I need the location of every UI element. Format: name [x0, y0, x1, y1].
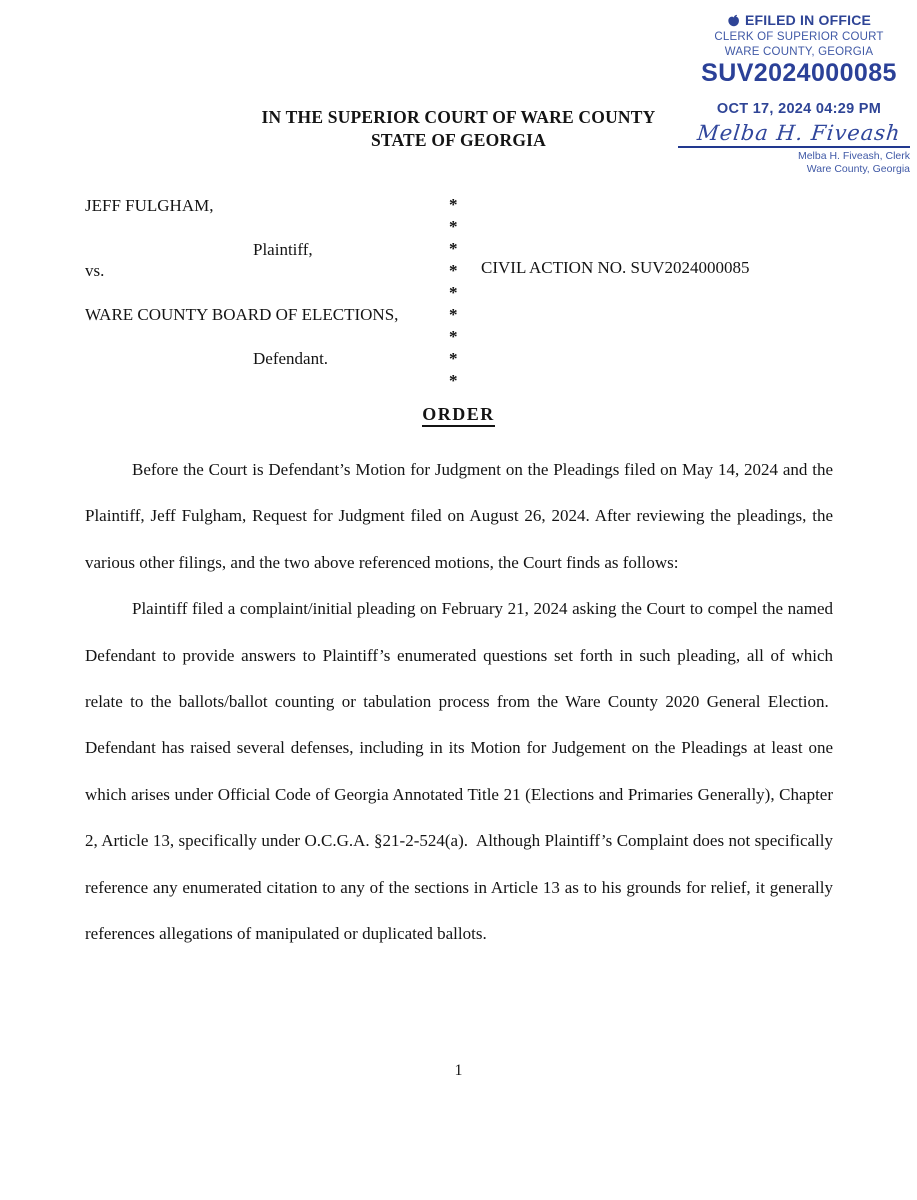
asterisk: * [449, 327, 458, 346]
plaintiff-role: Plaintiff, [253, 240, 313, 259]
order-paragraph: Plaintiff filed a complaint/initial pleading on February 21, 2024 asking the Court to compel the named Defendant to provide answers to Plaintiff’s enumerated questions set forth in such pleading, all of which relate to the ballots/ballot counting or tabulation process from the Ware County 2020 General Election. Defendant has raised several defenses, including in its Motion for Judgement on the Pleadings at least one which arises under Official Code of Georgia Annotated Title 21 (Elections and Primaries Generally), Chapter 2, Article 13, specifically under O.C.G.A. §21-2-524(a). Although Plaintiff’s Complaint does not specifically reference any enumerated citation to any of the sections in Article 13 as to his grounds for relief, it generally references allegations of manipulated or duplicated ballots. [85, 599, 833, 944]
stamp-case-number: SUV2024000085 [701, 59, 897, 87]
georgia-peach-icon [727, 14, 740, 27]
court-title-line1: IN THE SUPERIOR COURT OF WARE COUNTY [261, 107, 656, 127]
court-title-line2: STATE OF GEORGIA [371, 130, 546, 150]
order-body [85, 447, 833, 957]
asterisk: * [449, 261, 458, 280]
defendant-name: WARE COUNTY BOARD OF ELECTIONS, [85, 305, 399, 324]
filing-datetime: OCT 17, 2024 04:29 PM [716, 101, 882, 117]
order-heading [0, 404, 917, 425]
clerk-signature: Melba H. Fiveash [696, 121, 902, 145]
civil-action-number: CIVIL ACTION NO. SUV2024000085 [481, 258, 750, 277]
asterisk: * [449, 217, 458, 236]
asterisk: * [449, 239, 458, 258]
asterisk: * [449, 195, 458, 214]
asterisk: * [449, 305, 458, 324]
efiled-label: EFILED IN OFFICE [744, 12, 872, 28]
county-state-line: WARE COUNTY, GEORGIA [724, 46, 874, 58]
page-number: 1 [454, 1062, 463, 1079]
asterisk-column [449, 194, 458, 392]
clerk-name: Melba H. Fiveash, Clerk [797, 150, 910, 162]
asterisk: * [449, 349, 458, 368]
plaintiff-name: JEFF FULGHAM, [85, 196, 214, 215]
efiled-header [688, 12, 910, 28]
clerk-location: Ware County, Georgia [806, 162, 910, 175]
defendant-role: Defendant. [253, 349, 329, 368]
asterisk: * [449, 283, 458, 302]
order-heading-text: ORDER [422, 404, 495, 427]
court-title [0, 106, 917, 152]
clerk-court-line: CLERK OF SUPERIOR COURT [714, 31, 884, 43]
order-paragraph: Before the Court is Defendant’s Motion for Judgment on the Pleadings filed on May 14, 2024 and the Plaintiff, Jeff Fulgham, Request for Judgment filed on August 26, 2024. After reviewing the pleadings, the various other filings, and the two above referenced motions, the Court finds as follows: [85, 460, 833, 572]
asterisk: * [449, 371, 458, 390]
versus-label: vs. [85, 261, 105, 280]
